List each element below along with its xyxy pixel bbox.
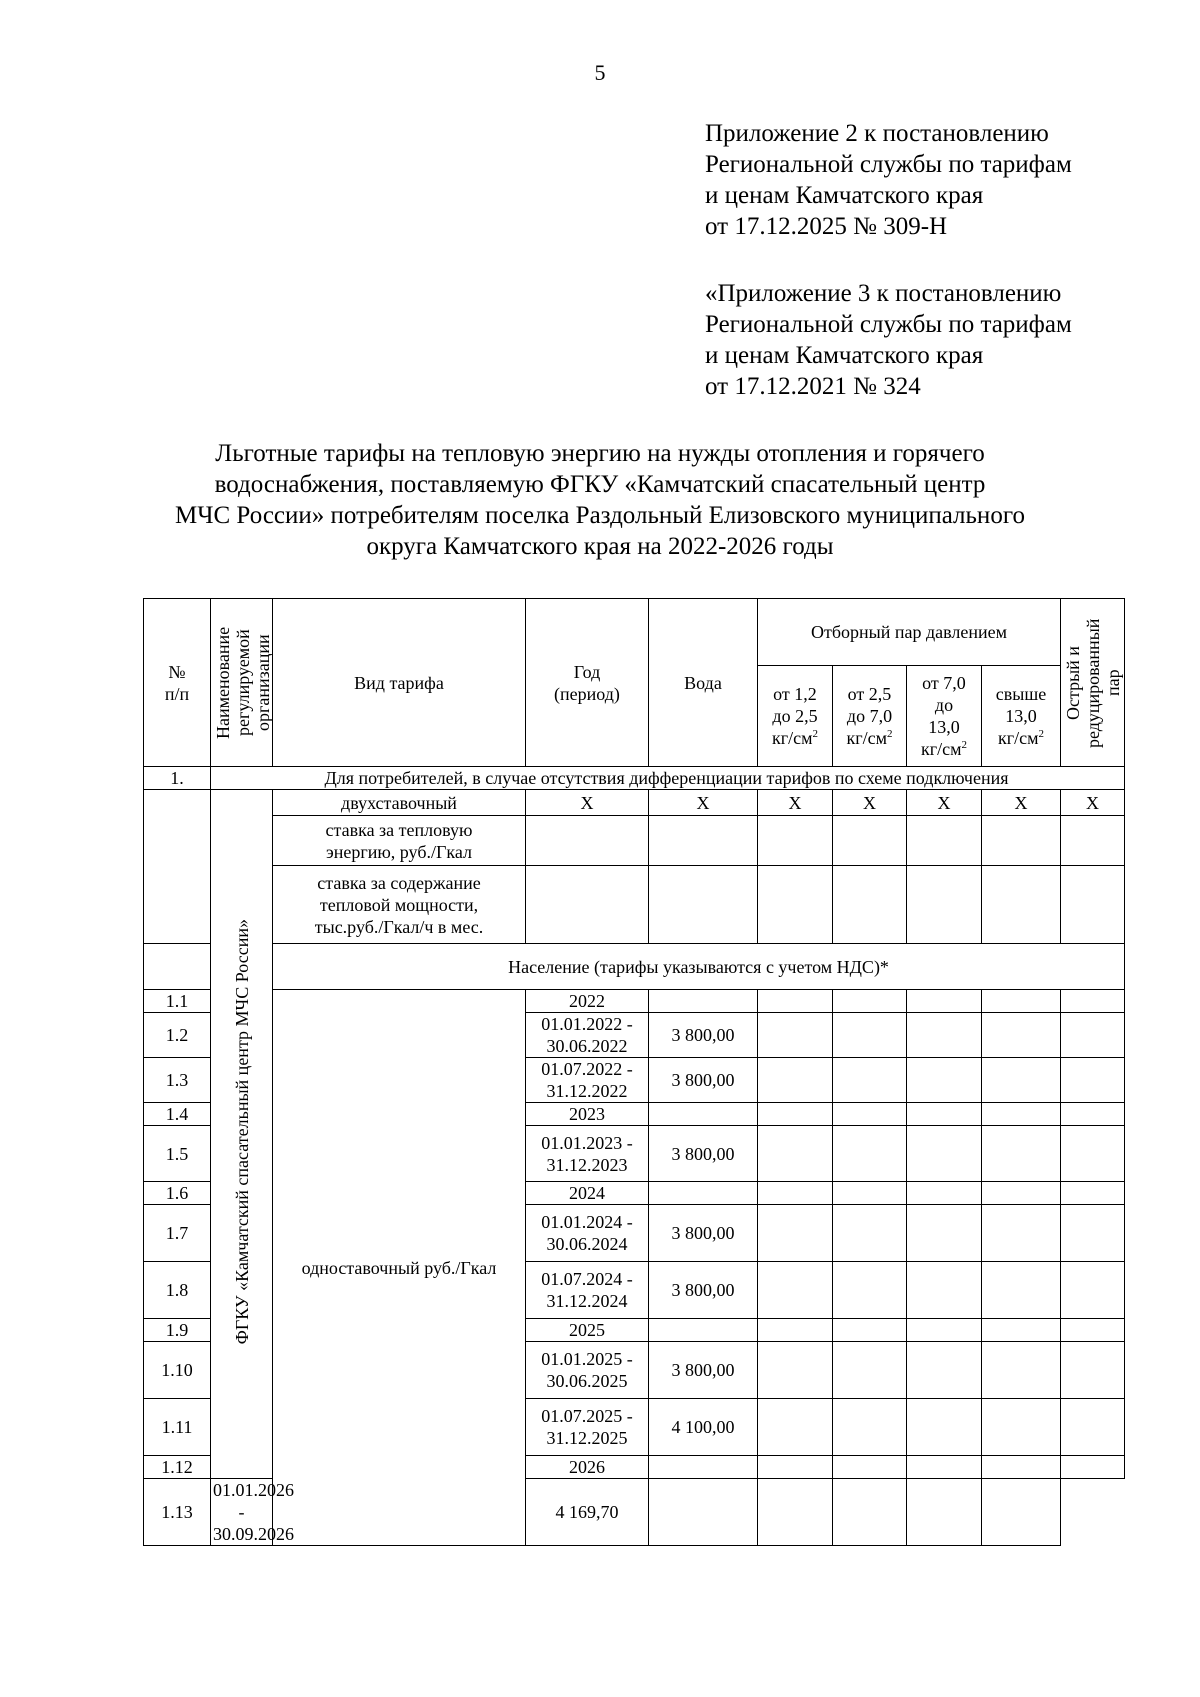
empty-cell — [982, 1103, 1061, 1126]
header-steam-2-l2: до 7,0 — [846, 706, 893, 726]
empty-cell — [982, 1479, 1061, 1546]
empty-cell — [649, 816, 758, 866]
section-num: 1. — [144, 767, 211, 790]
empty-cell — [833, 1103, 907, 1126]
header-water: Вода — [649, 599, 758, 767]
row-water: 3 800,00 — [649, 1058, 758, 1103]
section-row — [144, 767, 1125, 790]
row-period — [526, 1342, 649, 1399]
header-period-line-2: (период) — [554, 683, 620, 704]
row-period-start: 01.01.2025 - — [541, 1349, 633, 1369]
empty-cell — [982, 1319, 1061, 1342]
row-period-end: 31.12.2023 — [546, 1154, 628, 1175]
empty-cell — [982, 990, 1061, 1013]
capacity-rate-line-1: ставка за содержание — [317, 872, 481, 893]
header-sharp-steam-label: Острый и редуцированный пар — [1063, 617, 1124, 748]
empty-cell — [758, 1103, 833, 1126]
empty-cell — [649, 1456, 758, 1479]
row-num: 1.7 — [144, 1205, 211, 1262]
empty-cell — [982, 1456, 1061, 1479]
row-num: 1.6 — [144, 1182, 211, 1205]
empty-cell — [1061, 1013, 1125, 1058]
table-row — [144, 990, 1125, 1013]
empty-cell — [833, 1479, 907, 1546]
appendix-current-line-1: Приложение 2 к постановлению — [705, 120, 1049, 147]
empty-cell — [833, 1399, 907, 1456]
empty-cell — [907, 1319, 982, 1342]
empty-cell — [907, 1479, 982, 1546]
empty-cell — [907, 1058, 982, 1103]
empty-cell — [982, 1342, 1061, 1399]
empty-cell — [758, 1205, 833, 1262]
row-period-end: 30.09.2026 — [213, 1524, 294, 1544]
energy-rate-label — [273, 816, 526, 866]
row-num: 1.5 — [144, 1126, 211, 1182]
header-steam-1-l2: до 2,5 — [772, 706, 818, 726]
energy-rate-line-2: энергию, руб./Гкал — [325, 841, 472, 862]
row-period-end: 31.12.2024 — [546, 1291, 628, 1311]
row-period — [526, 1262, 649, 1319]
row-period-start: 01.01.2024 - — [541, 1212, 633, 1232]
row-year: 2023 — [526, 1103, 649, 1126]
row-period-end: 31.12.2022 — [546, 1081, 628, 1101]
empty-cell — [833, 866, 907, 944]
page-number: 5 — [594, 60, 606, 85]
appendix-original-line-4: от 17.12.2021 № 324 — [705, 373, 921, 400]
empty-cell — [833, 1205, 907, 1262]
row-year: 2024 — [526, 1182, 649, 1205]
header-period — [526, 599, 649, 767]
empty-cell — [833, 1126, 907, 1182]
population-text: Население (тарифы указываются с учетом НДС)* — [273, 944, 1125, 990]
empty-cell — [982, 1182, 1061, 1205]
two-rate-mark-5: X — [907, 790, 982, 816]
tariff-table — [143, 598, 1125, 1546]
empty-cell — [649, 866, 758, 944]
header-steam-4-l1: свыше — [995, 684, 1047, 704]
empty-cell — [758, 1399, 833, 1456]
appendix-original-line-3: и ценам Камчатского края — [705, 342, 984, 369]
empty-cell — [1061, 1399, 1125, 1456]
header-steam-2-sup: 2 — [887, 728, 893, 740]
empty-cell — [982, 1262, 1061, 1319]
empty-cell — [1061, 1205, 1125, 1262]
empty-cell — [833, 1319, 907, 1342]
empty-cell — [907, 1013, 982, 1058]
empty-cell — [833, 1013, 907, 1058]
empty-cell — [758, 990, 833, 1013]
header-steam-1-unit: кг/см — [771, 728, 813, 748]
empty-cell — [982, 1126, 1061, 1182]
header-num — [144, 599, 211, 767]
empty-cell — [758, 1319, 833, 1342]
row-water: 3 800,00 — [649, 1342, 758, 1399]
empty-cell — [649, 1319, 758, 1342]
header-steam-2-l1: от 2,5 — [847, 684, 892, 704]
empty-cell — [982, 1058, 1061, 1103]
row-num: 1.9 — [144, 1319, 211, 1342]
title-line-2: водоснабжения, поставляемую ФГКУ «Камчатский спасательный центр — [214, 471, 986, 498]
section-text: Для потребителей, в случае отсутствия дифференциации тарифов по схеме подключения — [211, 767, 1125, 790]
row-period-start: 01.07.2022 - — [541, 1059, 633, 1079]
empty-cell — [907, 1456, 982, 1479]
empty-cell — [833, 1262, 907, 1319]
empty-cell — [982, 866, 1061, 944]
row-period-end: 30.06.2025 — [546, 1371, 628, 1391]
row-water: 3 800,00 — [649, 1126, 758, 1182]
empty-cell — [1061, 1058, 1125, 1103]
empty-cell — [982, 816, 1061, 866]
row-period — [526, 1058, 649, 1103]
appendix-original-reference — [705, 278, 1135, 402]
empty-cell — [526, 866, 649, 944]
header-steam-1 — [758, 666, 833, 767]
row-year: 2025 — [526, 1319, 649, 1342]
header-steam-4 — [982, 666, 1061, 767]
empty-cell — [526, 816, 649, 866]
header-steam-3-l3: 13,0 — [928, 717, 960, 737]
empty-cell — [907, 1399, 982, 1456]
title-line-4: округа Камчатского края на 2022-2026 годы — [366, 533, 834, 560]
header-org — [211, 599, 273, 767]
empty-cell — [758, 816, 833, 866]
two-rate-mark-4: X — [833, 790, 907, 816]
row-num: 1.11 — [144, 1399, 211, 1456]
empty-cell — [907, 1182, 982, 1205]
header-num-line-1: № — [168, 661, 186, 682]
row-water: 3 800,00 — [649, 1205, 758, 1262]
empty-cell — [907, 816, 982, 866]
empty-cell — [907, 1342, 982, 1399]
empty-cell — [907, 1205, 982, 1262]
header-steam-4-unit: кг/см — [998, 728, 1039, 748]
row-period — [526, 1399, 649, 1456]
header-org-label: Наименование регулируемой организации — [213, 626, 273, 739]
empty-cell — [907, 990, 982, 1013]
appendix-current-line-4: от 17.12.2025 № 309-Н — [705, 213, 948, 240]
two-rate-mark-7: X — [1061, 790, 1125, 816]
appendix-current-reference — [705, 118, 1135, 242]
header-steam-2 — [833, 666, 907, 767]
header-tariff-type: Вид тарифа — [273, 599, 526, 767]
appendix-original-line-2: Региональной службы по тарифам — [705, 311, 1072, 338]
empty-cell — [833, 1456, 907, 1479]
header-steam-3 — [907, 666, 982, 767]
population-row — [144, 944, 1125, 990]
header-steam-2-l3 — [835, 727, 904, 749]
empty-cell — [649, 1182, 758, 1205]
empty-cell — [833, 816, 907, 866]
empty-cell — [907, 1103, 982, 1126]
row-period-end: 30.06.2022 — [546, 1036, 628, 1056]
empty-cell — [758, 1126, 833, 1182]
capacity-rate-label — [273, 866, 526, 944]
header-steam-4-sup: 2 — [1038, 728, 1045, 740]
row-water: 4 169,70 — [526, 1479, 649, 1546]
empty-cell — [758, 866, 833, 944]
row-num: 1.1 — [144, 990, 211, 1013]
empty-cell — [758, 1262, 833, 1319]
header-steam-3-sup: 2 — [961, 739, 967, 751]
header-period-line-1: Год — [573, 661, 601, 682]
row-period — [211, 1479, 294, 1546]
row-num: 1.3 — [144, 1058, 211, 1103]
empty-cell — [758, 1013, 833, 1058]
row-year: 2022 — [526, 990, 649, 1013]
header-sharp-steam — [1061, 599, 1125, 767]
empty-cell — [833, 1058, 907, 1103]
appendix-original-line-1: «Приложение 3 к постановлению — [705, 280, 1062, 307]
row-period-start: 01.01.2023 - — [541, 1132, 633, 1153]
two-rate-mark-6: X — [982, 790, 1061, 816]
two-rate-row — [144, 790, 1125, 816]
row-water: 3 800,00 — [649, 1013, 758, 1058]
empty-cell — [907, 1126, 982, 1182]
one-rate-label: одноставочный руб./Гкал — [273, 990, 526, 1546]
header-steam-3-l1: от 7,0 — [922, 673, 966, 693]
header-steam-2-unit: кг/см — [846, 728, 887, 748]
two-rate-num-cell — [144, 790, 211, 944]
two-rate-mark-2: X — [649, 790, 758, 816]
row-year: 2026 — [526, 1456, 649, 1479]
row-period — [526, 1205, 649, 1262]
header-steam-1-l3 — [760, 727, 830, 749]
energy-rate-row — [144, 816, 1125, 866]
appendix-current-line-3: и ценам Камчатского края — [705, 182, 984, 209]
empty-cell — [907, 1262, 982, 1319]
row-period-start: 01.07.2024 - — [541, 1269, 633, 1289]
empty-cell — [1061, 1342, 1125, 1399]
header-steam-3-l4 — [909, 738, 979, 760]
row-period-start: 01.01.2022 - — [541, 1014, 633, 1034]
empty-cell — [1061, 1103, 1125, 1126]
population-num-cell — [144, 944, 211, 990]
empty-cell — [649, 1479, 758, 1546]
header-steam-4-l2: 13,0 — [1005, 706, 1037, 726]
row-period-end: 30.06.2024 — [546, 1234, 628, 1254]
row-num: 1.4 — [144, 1103, 211, 1126]
empty-cell — [982, 1013, 1061, 1058]
empty-cell — [1061, 1182, 1125, 1205]
capacity-rate-line-3: тыс.руб./Гкал/ч в мес. — [314, 916, 484, 937]
empty-cell — [1061, 816, 1125, 866]
empty-cell — [758, 1058, 833, 1103]
two-rate-mark-3: X — [758, 790, 833, 816]
empty-cell — [1061, 1456, 1125, 1479]
header-row-1 — [144, 599, 1125, 666]
row-period — [526, 1126, 649, 1182]
row-num: 1.12 — [144, 1456, 211, 1479]
appendix-current-line-2: Региональной службы по тарифам — [705, 151, 1072, 178]
row-period — [526, 1013, 649, 1058]
empty-cell — [758, 1479, 833, 1546]
title-line-1: Льготные тарифы на тепловую энергию на нужды отопления и горячего — [215, 440, 985, 467]
empty-cell — [649, 1103, 758, 1126]
empty-cell — [1061, 1262, 1125, 1319]
header-steam-1-l1: от 1,2 — [773, 684, 817, 704]
empty-cell — [758, 1342, 833, 1399]
title-line-3: МЧС России» потребителям поселка Раздольный Елизовского муниципального — [175, 502, 1025, 529]
empty-cell — [758, 1456, 833, 1479]
header-steam-group: Отборный пар давлением — [758, 599, 1061, 666]
header-steam-4-l3 — [984, 727, 1058, 749]
empty-cell — [649, 990, 758, 1013]
row-period-start: 01.01.2026 - — [213, 1480, 294, 1522]
empty-cell — [1061, 866, 1125, 944]
row-num: 1.8 — [144, 1262, 211, 1319]
header-steam-3-l2: до — [934, 695, 954, 715]
two-rate-label: двухставочный — [273, 790, 526, 816]
energy-rate-line-1: ставка за тепловую — [325, 819, 473, 840]
empty-cell — [907, 866, 982, 944]
empty-cell — [833, 990, 907, 1013]
two-rate-mark-1: X — [526, 790, 649, 816]
header-steam-3-unit: кг/см — [920, 739, 962, 759]
org-name: ФГКУ «Камчатский спасательный центр МЧС России» — [231, 918, 252, 1345]
row-water: 4 100,00 — [649, 1399, 758, 1456]
header-num-line-2: п/п — [164, 683, 190, 704]
row-period-end: 31.12.2025 — [546, 1428, 628, 1448]
empty-cell — [758, 1182, 833, 1205]
empty-cell — [833, 1182, 907, 1205]
empty-cell — [1061, 990, 1125, 1013]
row-num: 1.13 — [144, 1479, 211, 1546]
org-name-cell — [211, 790, 273, 1479]
header-steam-1-sup: 2 — [812, 728, 818, 740]
empty-cell — [1061, 1126, 1125, 1182]
empty-cell — [833, 1342, 907, 1399]
empty-cell — [1061, 1319, 1125, 1342]
document-title — [0, 438, 1200, 562]
row-num: 1.2 — [144, 1013, 211, 1058]
capacity-rate-row — [144, 866, 1125, 944]
row-period-start: 01.07.2025 - — [541, 1406, 633, 1426]
empty-cell — [982, 1205, 1061, 1262]
row-num: 1.10 — [144, 1342, 211, 1399]
empty-cell — [982, 1399, 1061, 1456]
row-water: 3 800,00 — [649, 1262, 758, 1319]
capacity-rate-line-2: тепловой мощности, — [319, 894, 479, 915]
